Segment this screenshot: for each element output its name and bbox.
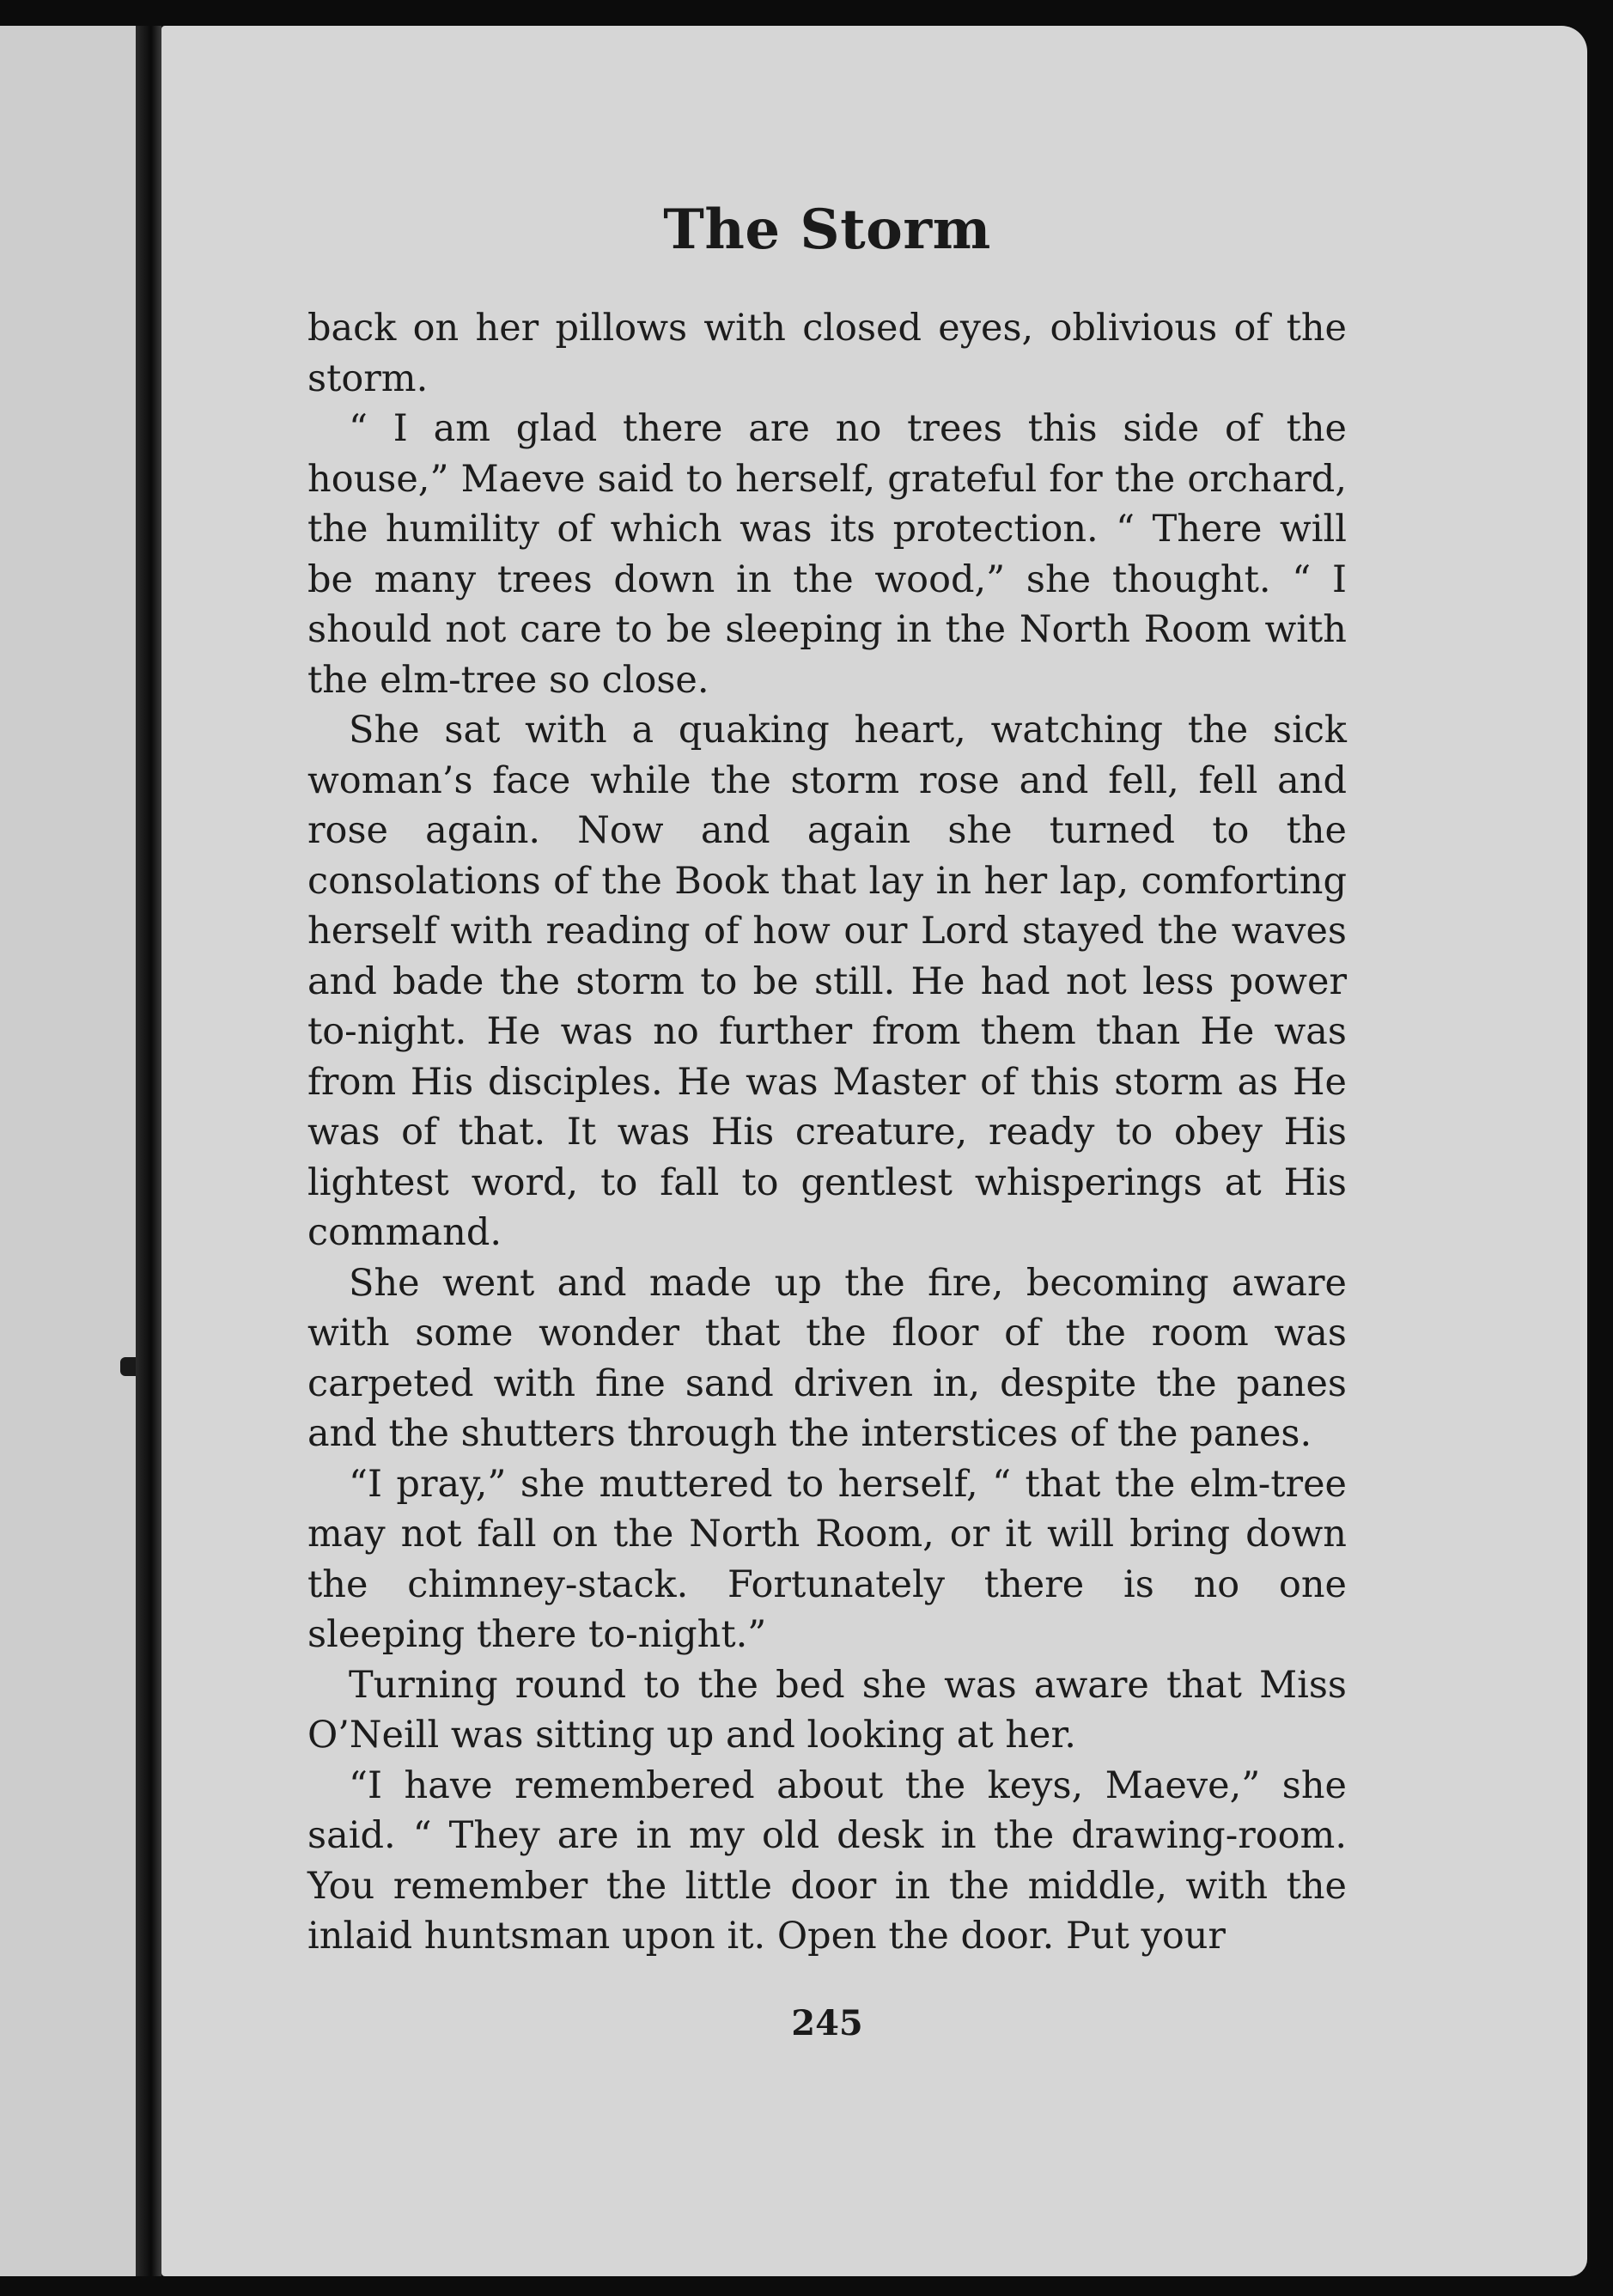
paragraph: Turning round to the bed she was aware that Miss O’Neill was sitting up and looking at her. (307, 1663, 1347, 1757)
paragraph: “I pray,” she muttered to herself, “ that the elm-tree may not fall on the North Room, or it will bring down the chimney-stack. Fortunately there is no one sleeping there to-night.” (307, 1462, 1347, 1656)
page-number: 245 (791, 2002, 863, 2043)
book-page (161, 26, 1587, 2276)
book-gutter (136, 26, 161, 2276)
paragraph-continuation: back on her pillows with closed eyes, oblivious of the storm. (307, 307, 1347, 400)
page-content (307, 198, 1347, 2043)
paragraph: “I have remembered about the keys, Maeve,” she said. “ They are in my old desk in the drawing-room. You remember the little door in the middle, with the inlaid huntsman upon it. Open the door. Put your (307, 1763, 1347, 1958)
running-head: The Storm (663, 198, 991, 262)
paragraph: She sat with a quaking heart, watching the sick woman’s face while the storm rose and fell, fell and rose again. Now and again she turned to the consolations of the Book that lay in her lap, comforting herself with reading of how our Lord stayed the waves and bade the storm to be still. He had not less power to-night. He was no further from them than He was from His disciples. He was Master of this storm as He was of that. It was His creature, ready to obey His lightest word, to fall to gentlest whisperings at His command. (307, 709, 1347, 1254)
paragraph: She went and made up the fire, becoming aware with some wonder that the floor of the room was carpeted with fine sand driven in, despite the panes and the shutters through the interstices of the panes. (307, 1261, 1347, 1455)
left-page (0, 26, 137, 2276)
paragraph: “ I am glad there are no trees this side of the house,” Maeve said to herself, grateful for the orchard, the humility of which was its protection. “ There will be many trees down in the wood,” she thought. “ I should not care to be sleeping in the North Room with the elm-tree so close. (307, 407, 1347, 702)
